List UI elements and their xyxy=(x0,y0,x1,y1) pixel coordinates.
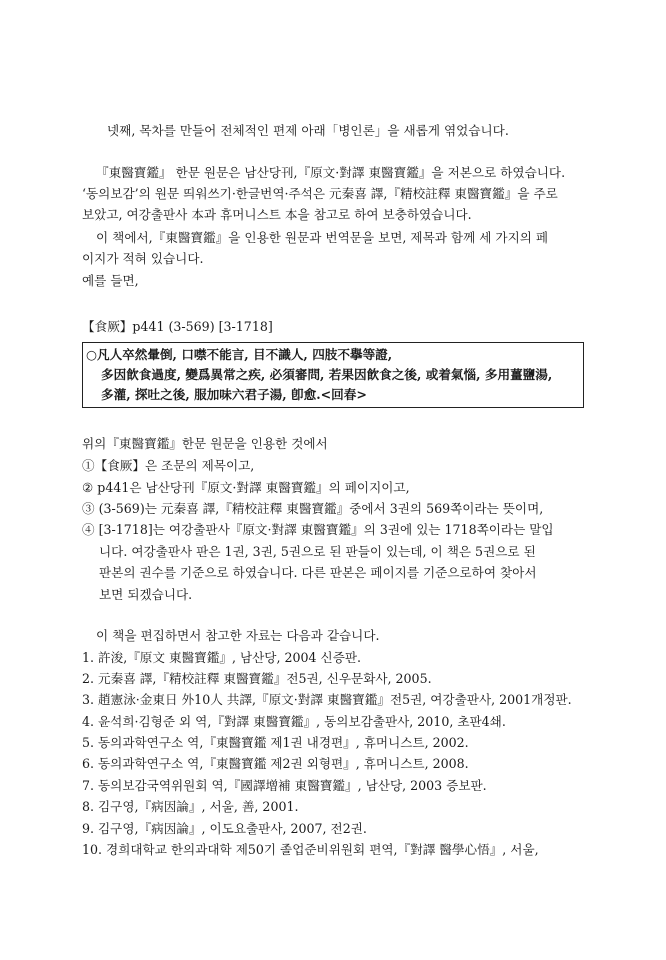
reference-item-1: 1. 許浚,『原文 東醫寶鑑』, 남산당, 2004 신증판. xyxy=(82,650,362,665)
reference-item-5: 5. 동의과학연구소 역,『東醫寶鑑 제1권 내경편』, 휴머니스트, 2002. xyxy=(82,735,469,750)
explanation-item-2: ② p441은 남산당刊『原文·對譯 東醫寶鑑』의 페이지이고, xyxy=(82,480,410,495)
explanation-item-4-line-4: 보면 되겠습니다. xyxy=(99,587,193,602)
paragraph-source-line-3: 보았고, 여강출판사 本과 휴머니스트 本을 참고로 하여 보충하였습니다. xyxy=(82,207,472,222)
explanation-item-1: ①【食厥】은 조문의 제목이고, xyxy=(82,458,255,473)
explanation-item-3: ③ (3-569)는 元秦喜 譯,『精校註釋 東醫寶鑑』중에서 3권의 569쪽이라는 뜻이며, xyxy=(82,501,544,516)
explanation-item-4-line-2: 니다. 여강출판사 판은 1권, 3권, 5권으로 된 판들이 있는데, 이 책은 5권으로 된 xyxy=(99,544,536,559)
reference-item-4: 4. 윤석희·김형준 외 역,『對譯 東醫寶鑑』, 동의보감출판사, 2010, 초판4쇄. xyxy=(82,714,506,729)
reference-item-2: 2. 元秦喜 譯,『精校註釋 東醫寶鑑』전5권, 신우문화사, 2005. xyxy=(82,671,432,686)
references-intro: 이 책을 편집하면서 참고한 자료는 다음과 같습니다. xyxy=(96,628,380,643)
paragraph-fourth: 넷째, 목차를 만들어 전체적인 편제 아래「병인론」을 새롭게 엮었습니다. xyxy=(107,123,509,138)
quote-line-3: 多灌, 探吐之後, 服加味六君子湯, 卽愈.<回春> xyxy=(101,387,367,402)
paragraph-pages-line-1: 이 책에서,『東醫寶鑑』을 인용한 원문과 번역문을 보면, 제목과 함께 세 가지의 페 xyxy=(96,230,549,245)
reference-item-8: 8. 김구영,『病因論』, 서울, 善, 2001. xyxy=(82,799,299,814)
paragraph-pages-line-2: 이지가 적혀 있습니다. xyxy=(82,251,204,266)
reference-item-6: 6. 동의과학연구소 역,『東醫寶鑑 제2권 외형편』, 휴머니스트, 2008. xyxy=(82,756,469,771)
example-quote-box xyxy=(82,342,584,408)
paragraph-source-line-1: 『東醫寶鑑』 한문 원문은 남산당刊,『原文·對譯 東醫寶鑑』을 저본으로 하였습니다. xyxy=(96,165,566,180)
quote-line-1: ○凡人卒然暈倒, 口噤不能言, 目不識人, 四肢不擧等證, xyxy=(86,347,393,362)
paragraph-source-line-2: ‘동의보감’의 원문 띄워쓰기·한글번역·주석은 元秦喜 譯,『精校註釋 東醫寶鑑』을 주로 xyxy=(82,186,558,201)
explanation-item-4-line-3: 판본의 권수를 기준으로 하였습니다. 다른 판본은 페이지를 기준으로하여 찾아서 xyxy=(99,565,537,580)
reference-item-7: 7. 동의보감국역위원회 역,『國譯增補 東醫寶鑑』, 남산당, 2003 증보판. xyxy=(82,778,487,793)
paragraph-example-intro: 예를 들면, xyxy=(82,273,139,288)
reference-item-10: 10. 경희대학교 한의과대학 제50기 졸업준비위원회 편역,『對譯 醫學心悟』, 서울, xyxy=(82,842,539,857)
example-heading: 【食厥】p441 (3-569) [3-1718] xyxy=(82,319,273,334)
explanation-intro: 위의『東醫寶鑑』한문 원문을 인용한 것에서 xyxy=(82,436,328,451)
reference-item-9: 9. 김구영,『病因論』, 이도요출판사, 2007, 전2권. xyxy=(82,821,367,836)
quote-line-2: 多因飮食過度, 變爲異常之疾, 必須審問, 若果因飮食之後, 或着氣惱, 多用薑鹽湯, xyxy=(101,367,553,382)
explanation-item-4-line-1: ④ [3-1718]는 여강출판사『原文·對譯 東醫寶鑑』의 3권에 있는 1718쪽이라는 말입 xyxy=(82,522,554,537)
reference-item-3: 3. 趙憲泳·金東日 外10人 共譯,『原文·對譯 東醫寶鑑』전5권, 여강출판사, 2001개정판. xyxy=(82,692,572,707)
